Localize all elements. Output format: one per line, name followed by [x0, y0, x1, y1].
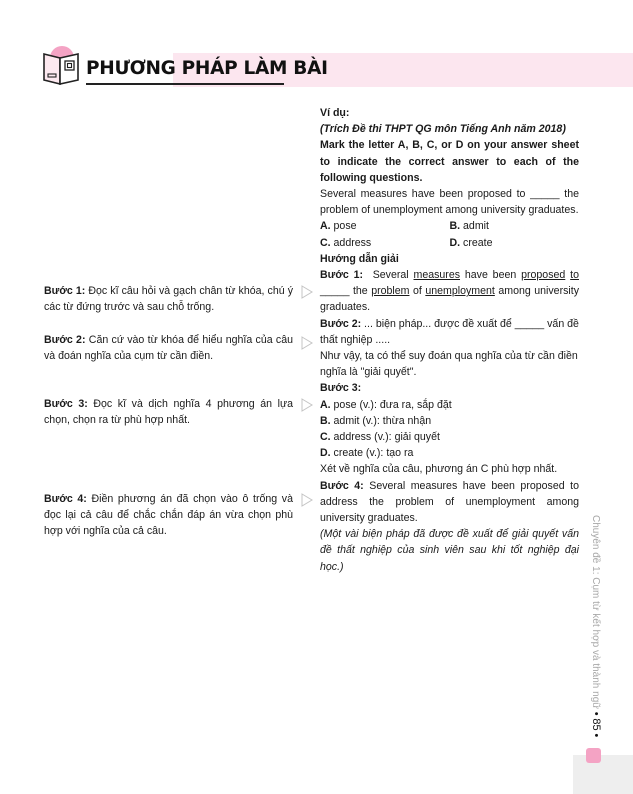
step-text: Điền phương án đã chọn vào ô trống và đọc lại cả câu để chắc chắn đáp án vừa chọn phù hợp với nghĩa của cả câu. [44, 493, 293, 538]
option-d [450, 235, 580, 251]
page-title: PHƯƠNG PHÁP LÀM BÀI [86, 58, 328, 79]
running-footer [589, 515, 603, 745]
option-letter: B. [320, 414, 331, 427]
keyword: problem [371, 285, 410, 298]
option-letter: C. [320, 236, 331, 249]
title-underline [86, 83, 284, 85]
step-text: among university graduates. [320, 285, 579, 314]
step-text: Đọc kĩ và dịch nghĩa 4 phương án lựa chọn, chọn ra từ phù hợp nhất. [44, 398, 293, 427]
arrow-right-icon [300, 398, 314, 412]
chapter-title: Chuyên đề 1: Cụm từ kết hợp và thành ngữ [590, 515, 601, 709]
keyword: measures [413, 269, 461, 282]
corner-block [573, 755, 633, 794]
step-text: Đọc kĩ câu hỏi và gạch chân từ khóa, chú ý các từ đứng trước và sau chỗ trống. [44, 285, 294, 314]
option-b [450, 218, 580, 234]
guide-step-3-item [320, 445, 579, 461]
example-instruction: Mark the letter A, B, C, or D on your answer sheet to indicate the correct answer to each of the following questions. [320, 139, 579, 184]
example-question: Several measures have been proposed to _____ the problem of unemployment among university graduates. [320, 188, 579, 217]
guide-title: Hướng dẫn giải [320, 252, 399, 265]
option-text: create [460, 236, 493, 249]
option-c [320, 235, 450, 251]
option-text: pose [330, 220, 357, 233]
page-marker [586, 748, 601, 763]
step-label: Bước 1: [44, 285, 86, 297]
arrow-right-icon [300, 285, 314, 299]
option-letter: A. [320, 398, 331, 411]
option-text: admit [460, 220, 489, 233]
keyword: unemployment [425, 285, 495, 298]
step-text: of [409, 285, 426, 298]
step-label: Bước 2: [320, 317, 362, 330]
arrow-right-icon [300, 493, 314, 507]
option-text: address [330, 236, 372, 249]
option-meaning: admit (v.): thừa nhận [330, 414, 432, 427]
page-number: 85 [590, 718, 602, 731]
method-step-1 [44, 283, 293, 315]
guide-step-1 [320, 267, 579, 316]
guide-step-4-translation: (Một vài biện pháp đã được đề xuất để giải quyết vấn đề thất nghiệp của sinh viên sau khi tốt nghiệp đại học.) [320, 528, 579, 573]
step-text: _____ the [320, 285, 372, 298]
method-step-4 [44, 491, 293, 540]
step-label: Bước 4: [44, 493, 87, 505]
guide-step-3-item [320, 413, 579, 429]
option-meaning: create (v.): tạo ra [330, 447, 414, 460]
step-text: have been [460, 269, 522, 282]
options-row [320, 218, 579, 234]
option-letter: C. [320, 431, 331, 444]
options-row [320, 235, 579, 251]
option-letter: D. [449, 236, 461, 249]
keyword: to [570, 269, 579, 282]
step-text: Căn cứ vào từ khóa để hiểu nghĩa của câu và đoán nghĩa của cụm từ cần điền. [44, 334, 294, 363]
guide-step-3-item [320, 397, 579, 413]
bullet: • [590, 733, 602, 738]
step-label: Bước 3: [44, 398, 88, 410]
option-letter: B. [449, 220, 461, 233]
book-icon [40, 44, 82, 86]
step-text: Several measures have been proposed to address the problem of unemployment among university graduates. [320, 479, 579, 525]
option-letter: D. [320, 447, 331, 460]
keyword: proposed [521, 269, 566, 282]
step-text: ... biện pháp... được đề xuất để _____ vấn đề thất nghiệp ..... [320, 317, 579, 346]
arrow-right-icon [300, 336, 314, 350]
method-step-2 [44, 332, 293, 364]
step-label: Bước 1: [320, 269, 364, 282]
guide-step-3-conclusion: Xét về nghĩa của câu, phương án C phù hợp nhất. [320, 463, 558, 476]
option-a [320, 218, 450, 234]
option-letter: A. [320, 220, 331, 233]
method-step-3 [44, 396, 293, 428]
bullet: • [590, 711, 602, 716]
guide-step-3-item [320, 429, 579, 445]
guide-step-4 [320, 478, 579, 527]
example-source: (Trích Đề thi THPT QG môn Tiếng Anh năm 2018) [320, 123, 566, 136]
guide-step-2 [320, 316, 579, 348]
step-label: Bước 2: [44, 334, 86, 346]
example-column [320, 105, 579, 575]
option-meaning: pose (v.): đưa ra, sắp đặt [330, 398, 452, 411]
example-label: Ví dụ: [320, 107, 350, 119]
guide-step-2-note: Như vậy, ta có thể suy đoán qua nghĩa của từ cần điền nghĩa là "giải quyết". [320, 350, 578, 379]
option-meaning: address (v.): giải quyết [330, 431, 440, 444]
step-label: Bước 4: [320, 479, 364, 492]
step-text: Several [372, 269, 414, 282]
guide-step-3-label: Bước 3: [320, 382, 362, 395]
